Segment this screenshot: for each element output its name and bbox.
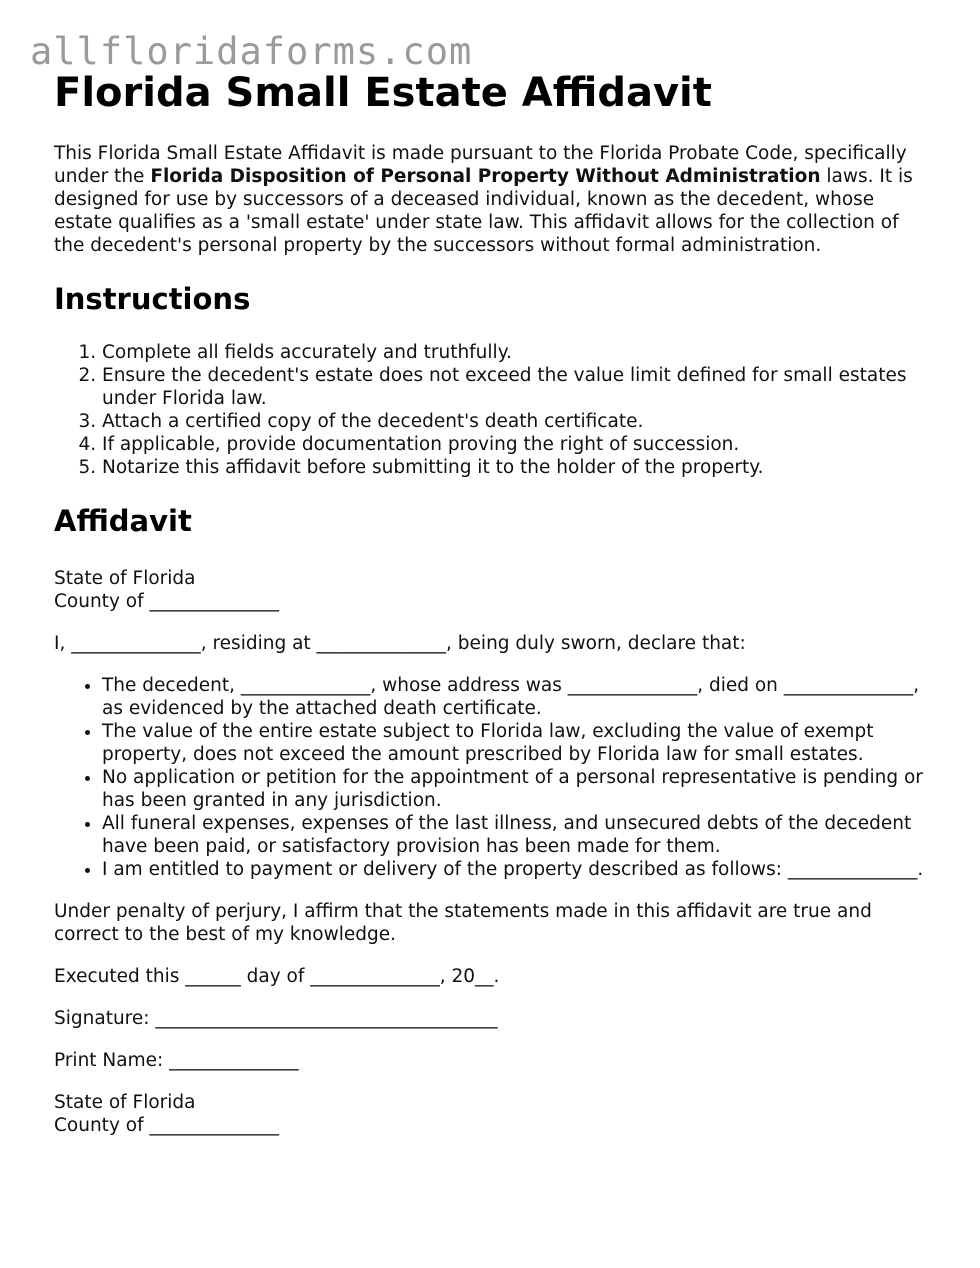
instruction-item: 1. Complete all fields accurately and truthfully.: [102, 341, 930, 364]
notary-venue-block: [54, 1091, 930, 1137]
watermark: allfloridaforms.com: [30, 30, 473, 73]
instruction-item: 2. Ensure the decedent's estate does not exceed the value limit defined for small estates under Florida law.: [102, 364, 930, 410]
intro-text-1: This Florida Small Estate Affidavit is made pursuant to the Florida Probate Code, specifically under the: [54, 143, 907, 187]
intro-text-2: laws. It is designed for use by successors of a deceased individual, known as the decedent, whose estate qualifies as a 'small estate' under state law. This affidavit allows for the collection of the decedent's personal property by the successors without formal administration.: [54, 166, 913, 256]
state-line: State of Florida: [54, 568, 196, 589]
facts-list: [54, 674, 930, 881]
county-line-2: County of ______________: [54, 1115, 279, 1136]
penalty-statement: Under penalty of perjury, I affirm that the statements made in this affidavit are true and correct to the best of my knowledge.: [54, 901, 872, 945]
instruction-item: 4. If applicable, provide documentation proving the right of succession.: [102, 433, 930, 456]
fact-item: • All funeral expenses, expenses of the last illness, and unsecured debts of the decedent have been paid, or satisfactory provision has been made for them.: [102, 812, 930, 858]
state-line-2: State of Florida: [54, 1092, 196, 1113]
county-line: County of ______________: [54, 591, 279, 612]
instruction-item: 3. Attach a certified copy of the decedent's death certificate.: [102, 410, 930, 433]
instructions-heading: Instructions: [54, 282, 251, 316]
document-page: [54, 70, 930, 1137]
page-title: Florida Small Estate Affidavit: [54, 70, 712, 116]
intro-paragraph: [54, 142, 930, 257]
instructions-list: [54, 341, 930, 479]
fact-item: • I am entitled to payment or delivery of the property described as follows: ______________.: [102, 858, 930, 881]
affidavit-heading: Affidavit: [54, 504, 192, 538]
venue-block: [54, 567, 930, 613]
fact-item: • No application or petition for the appointment of a personal representative is pending or has been granted in any jurisdiction.: [102, 766, 930, 812]
intro-law-name: Florida Disposition of Personal Property Without Administration: [150, 166, 821, 187]
signature-line: Signature: _____________________________________: [54, 1008, 498, 1029]
fact-item: • The decedent, ______________, whose address was ______________, died on ______________, as evidenced by the attached death certificate.: [102, 674, 930, 720]
instruction-item: 5. Notarize this affidavit before submitting it to the holder of the property.: [102, 456, 930, 479]
print-name-line: Print Name: ______________: [54, 1050, 299, 1071]
fact-item: • The value of the entire estate subject to Florida law, excluding the value of exempt property, does not exceed the amount prescribed by Florida law for small estates.: [102, 720, 930, 766]
declaration-line: I, ______________, residing at ______________, being duly sworn, declare that:: [54, 633, 746, 654]
executed-line: Executed this ______ day of ______________, 20__.: [54, 966, 500, 987]
